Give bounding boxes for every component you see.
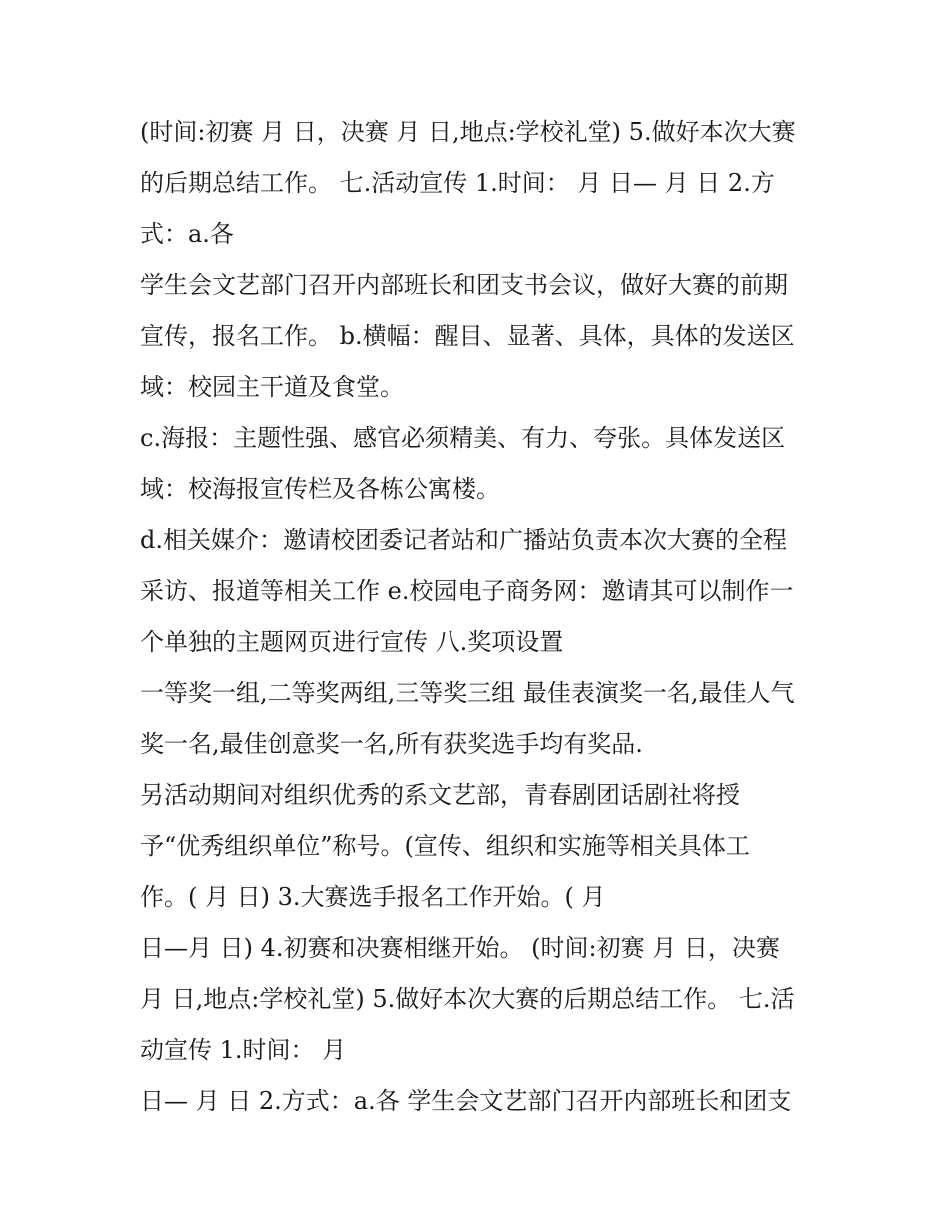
text-line: 个单独的主题网页进行宣传 八.奖项设置 — [140, 628, 564, 656]
text-line: 作。( 月 日) 3.大赛选手报名工作开始。( 月 — [140, 883, 606, 911]
text-line: 式：a.各 — [140, 220, 234, 248]
text-line: 一等奖一组,二等奖两组,三等奖三组 最佳表演奖一名,最佳人气 — [140, 679, 795, 707]
text-line: 宣传，报名工作。 b.横幅：醒目、显著、具体，具体的发送区 — [140, 322, 795, 350]
text-line: 域：校园主干道及食堂。 — [140, 373, 404, 401]
text-line: 动宣传 1.时间： 月 — [140, 1036, 347, 1064]
text-line: 日—月 日) 4.初赛和决赛相继开始。 (时间:初赛 月 日，决赛 — [140, 934, 780, 962]
text-line: 采访、报道等相关工作 e.校园电子商务网：邀请其可以制作一 — [140, 577, 794, 605]
text-line: 日— 月 日 2.方式：a.各 学生会文艺部门召开内部班长和团支 — [140, 1087, 792, 1115]
body-text — [140, 107, 840, 1127]
text-line: 的后期总结工作。 七.活动宣传 1.时间： 月 日— 月 日 2.方 — [140, 169, 775, 197]
text-line: d.相关媒介：邀请校团委记者站和广播站负责本次大赛的全程 — [140, 526, 787, 554]
text-line: 域：校海报宣传栏及各栋公寓楼。 — [140, 475, 500, 503]
text-line: 月 日,地点:学校礼堂) 5.做好本次大赛的后期总结工作。 七.活 — [140, 985, 795, 1013]
text-line: 予“优秀组织单位”称号。(宣传、组织和实施等相关具体工 — [140, 832, 750, 860]
text-line: 学生会文艺部门召开内部班长和团支书会议，做好大赛的前期 — [140, 271, 788, 299]
text-line: (时间:初赛 月 日，决赛 月 日,地点:学校礼堂) 5.做好本次大赛 — [140, 118, 796, 146]
text-line: 另活动期间对组织优秀的系文艺部，青春剧团话剧社将授 — [140, 781, 740, 809]
text-line: 奖一名,最佳创意奖一名,所有获奖选手均有奖品. — [140, 730, 643, 758]
text-line: c.海报：主题性强、感官必须精美、有力、夸张。具体发送区 — [140, 424, 786, 452]
